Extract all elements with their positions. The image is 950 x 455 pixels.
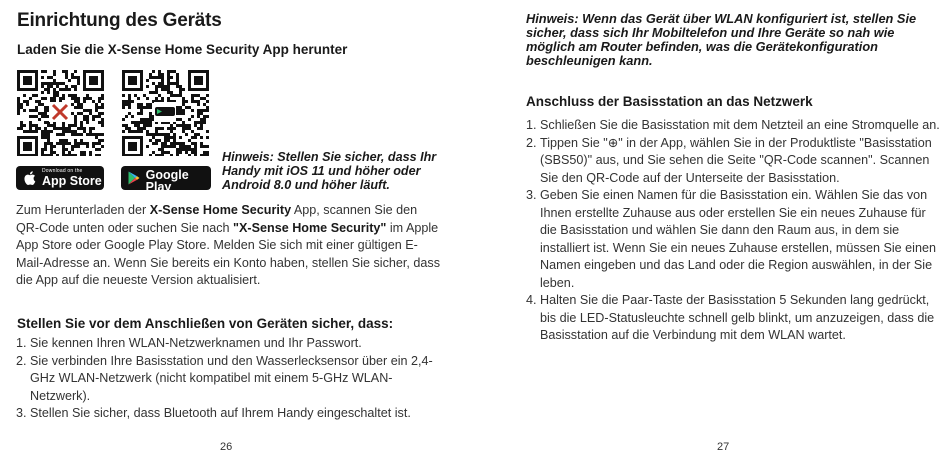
page-title: Einrichtung des Geräts	[17, 10, 222, 31]
step-item	[526, 187, 941, 292]
google-play-qr-code	[121, 70, 209, 156]
list-text: Geben Sie einen Namen für die Basisstation ein. Wählen Sie das von Ihnen erstellte Zuhause aus oder erstellen Sie ein neues Zuhause für die Basisstation und wählen Sie dann den Raum aus, in dem sie installiert ist. Wenn Sie ein neues Zuhause erstellen, müssen Sie einen Namen eingeben und das Land oder die Region auswählen, in der Sie leben.	[540, 188, 936, 290]
list-text: Sie verbinden Ihre Basisstation und den Wasserlecksensor über ein 2,4-GHz WLAN-Netzwerk (nicht kompatibel mit einem 5-GHz WLAN-Netzwerk).	[30, 353, 433, 403]
app-download-heading: Laden Sie die X-Sense Home Security App herunter	[17, 42, 348, 57]
step-item	[526, 292, 941, 345]
right-page	[475, 0, 950, 455]
list-text: Tippen Sie "⊕" in der App, wählen Sie in der Produktliste "Basisstation (SBS50)" aus, und Sie sehen die Seite "QR-Code scannen". Scannen Sie den QR-Code auf der Unterseite der Basisstation.	[540, 135, 932, 185]
apple-icon	[23, 170, 37, 186]
wlan-hint: Hinweis: Wenn das Gerät über WLAN konfiguriert ist, stellen Sie sicher, dass sich Ihr Mobiltelefon und Ihre Geräte so nah wie möglich am Router befinden, was die Gerätekonfiguration beschleunigen kann.	[526, 11, 917, 68]
app-store-small-label: Download on the	[42, 167, 83, 174]
checklist-heading: Stellen Sie vor dem Anschließen von Geräten sicher, dass:	[17, 316, 394, 331]
google-play-icon	[128, 170, 141, 186]
os-requirement-hint: Hinweis: Stellen Sie sicher, dass Ihr Handy mit iOS 11 und höher oder Android 8.0 und höher läuft.	[222, 150, 437, 192]
step-item	[526, 117, 941, 135]
list-text: Stellen Sie sicher, dass Bluetooth auf Ihrem Handy eingeschaltet ist.	[30, 406, 411, 420]
list-text: Sie kennen Ihren WLAN-Netzwerknamen und Ihr Passwort.	[30, 336, 362, 350]
list-number: 3.	[16, 406, 27, 420]
list-number: 4.	[526, 293, 537, 307]
list-number: 2.	[16, 353, 27, 368]
app-store-badge[interactable]	[16, 166, 104, 190]
download-instructions: Zum Herunterladen der X-Sense Home Security App, scannen Sie den QR-Code unten oder suchen Sie nach "X-Sense Home Security" im Apple App Store oder Google Play Store. Melden Sie sich mit einer gültigen E-Mail-Adresse an. Wenn Sie bereits ein Konto haben, stellen Sie sicher, dass die App auf die neueste Version aktualisiert.	[16, 203, 440, 287]
checklist-item	[16, 353, 436, 406]
page-number: 27	[717, 441, 730, 453]
page-number: 26	[220, 441, 233, 453]
list-number: 3.	[526, 188, 537, 202]
google-play-small-label: GET IT ON	[145, 161, 173, 168]
checklist-item	[16, 335, 436, 353]
list-text: Halten Sie die Paar-Taste der Basisstation 5 Sekunden lang gedrückt, bis die LED-Statusleuchte schnell gelb blinkt, um anzuzeigen, dass die Basisstation auf die Verbindung mit dem WLAN wartet.	[540, 293, 935, 342]
list-number: 2.	[526, 135, 537, 150]
google-play-label: Google Play	[145, 167, 189, 194]
google-play-badge[interactable]	[121, 161, 211, 194]
checklist-item	[16, 405, 436, 423]
list-number: 1.	[16, 336, 27, 350]
prerequisite-list	[16, 335, 436, 423]
step-item	[526, 135, 941, 188]
app-store-label: App Store	[42, 173, 102, 188]
network-steps-list	[526, 117, 941, 345]
list-number: 1.	[526, 118, 537, 132]
app-store-qr-code	[16, 70, 104, 156]
list-text: Schließen Sie die Basisstation mit dem Netzteil an eine Stromquelle an.	[540, 118, 940, 132]
network-heading: Anschluss der Basisstation an das Netzwerk	[526, 94, 813, 109]
